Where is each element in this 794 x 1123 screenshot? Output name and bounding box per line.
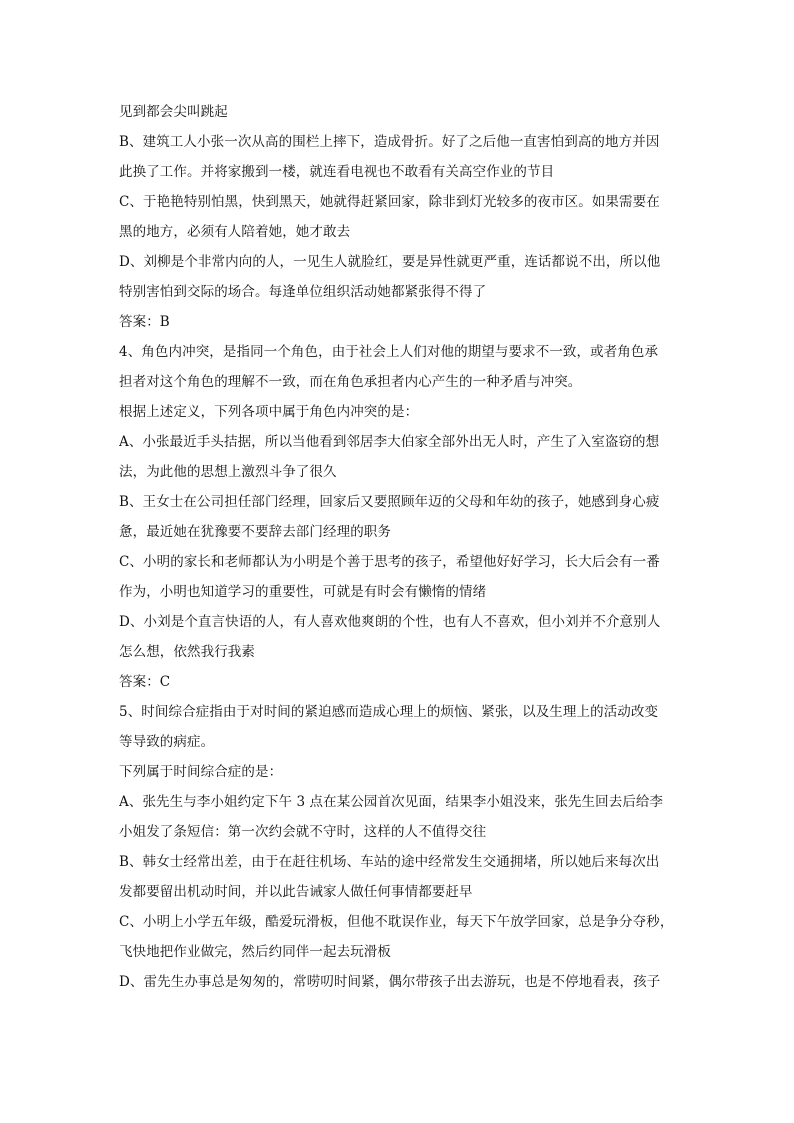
option-d-line: D、刘柳是个非常内向的人，一见生人就脸红，要是异性就更严重，连话都说不出，所以他	[119, 254, 661, 270]
text-line: 作为，小明也知道学习的重要性，可就是有时会有懒惰的情绪	[119, 584, 487, 600]
text-line: 惫，最近她在犹豫要不要辞去部门经理的职务	[119, 524, 391, 540]
option-b-line: B、韩女士经常出差，由于在赶往机场、车站的途中经常发生交通拥堵，所以她后来每次出	[119, 854, 660, 870]
question-5-line: 5、时间综合症指由于对时间的紧迫感而造成心理上的烦恼、紧张，以及生理上的活动改变	[119, 704, 659, 720]
text-line: 小姐发了条短信：第一次约会就不守时，这样的人不值得交往	[119, 824, 487, 840]
option-a-line: A、张先生与李小姐约定下午 3 点在某公园首次见面，结果李小姐没来，张先生回去后给李	[119, 794, 664, 810]
text-line: 担者对这个角色的理解不一致，而在角色承担者内心产生的一种矛盾与冲突。	[119, 374, 582, 390]
question-prompt-line: 下列属于时间综合症的是：	[119, 764, 283, 780]
text-line: 怎么想，依然我行我素	[119, 644, 255, 660]
option-c-line: C、小明的家长和老师都认为小明是个善于思考的孩子，希望他好好学习，长大后会有一番	[119, 554, 660, 570]
answer-line: 答案：B	[119, 314, 170, 330]
option-c-line: C、于艳艳特别怕黑，快到黑天，她就得赶紧回家，除非到灯光较多的夜市区。如果需要在	[119, 194, 660, 210]
answer-line: 答案：C	[119, 674, 171, 690]
text-line: 飞快地把作业做完，然后约同伴一起去玩滑板	[119, 944, 391, 960]
text-line: 特别害怕到交际的场合。每逢单位组织活动她都紧张得不得了	[119, 284, 487, 300]
option-b-line: B、王女士在公司担任部门经理，回家后又要照顾年迈的父母和年幼的孩子，她感到身心疲	[119, 494, 660, 510]
text-line: 法，为此他的思想上激烈斗争了很久	[119, 464, 337, 480]
document-body	[119, 97, 679, 997]
text-line: 发都要留出机动时间，并以此告诫家人做任何事情都要赶早	[119, 884, 473, 900]
option-a-line: A、小张最近手头拮据，所以当他看到邻居李大伯家全部外出无人时，产生了入室盗窃的想	[119, 434, 660, 450]
question-4-line: 4、角色内冲突，是指同一个角色，由于社会上人们对他的期望与要求不一致，或者角色承	[119, 344, 659, 360]
option-c-line: C、小明上小学五年级，酷爱玩滑板，但他不耽误作业，每天下午放学回家，总是争分夺秒，	[119, 914, 674, 930]
question-prompt-line: 根据上述定义，下列各项中属于角色内冲突的是：	[119, 404, 419, 420]
option-d-line: D、小刘是个直言快语的人，有人喜欢他爽朗的个性，也有人不喜欢，但小刘并不介意别人	[119, 614, 661, 630]
text-line: 此换了工作。并将家搬到一楼，就连看电视也不敢看有关高空作业的节目	[119, 164, 555, 180]
option-b-line: B、建筑工人小张一次从高的围栏上摔下，造成骨折。好了之后他一直害怕到高的地方并因	[119, 134, 660, 150]
text-line: 黑的地方，必须有人陪着她，她才敢去	[119, 224, 351, 240]
text-line: 等导致的病症。	[119, 734, 215, 750]
option-d-line: D、雷先生办事总是匆匆的，常唠叨时间紧，偶尔带孩子出去游玩，也是不停地看表，孩子	[119, 974, 661, 990]
text-line: 见到都会尖叫跳起	[119, 104, 228, 120]
